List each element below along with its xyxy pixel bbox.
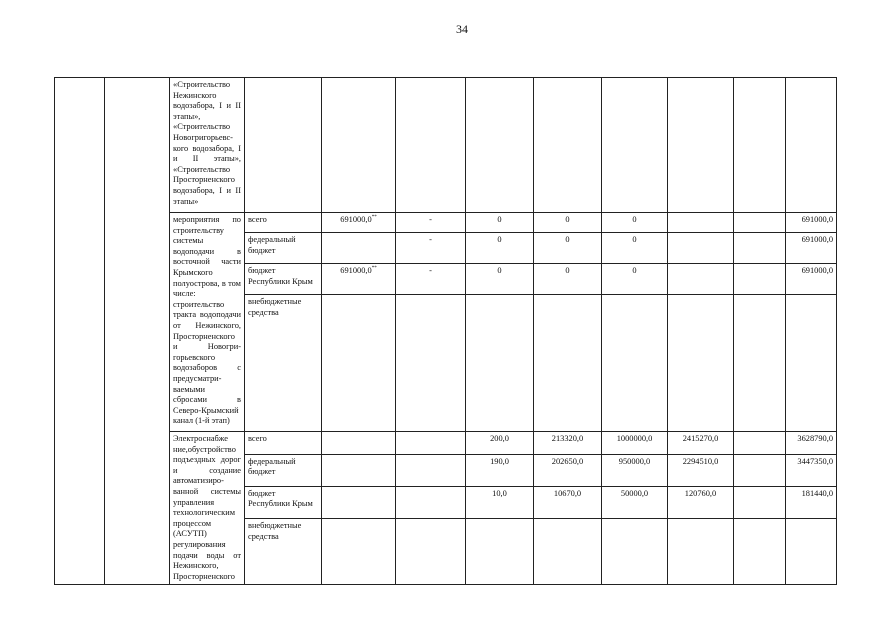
value-cell bbox=[322, 432, 396, 455]
value-cell: 2294510,0 bbox=[668, 454, 734, 486]
value-cell bbox=[734, 519, 786, 585]
value-cell: 10,0 bbox=[466, 486, 534, 518]
measure-description: Электроснабже ние,обустройство подъездных дорог и создание автоматизиро-ванной системы управления технологическим процессом (АСУТП) регулирования подачи воды от Нежинского, Просторненского bbox=[170, 432, 245, 585]
program-column-cell bbox=[105, 78, 170, 585]
total-cell: 3628790,0 bbox=[786, 432, 837, 455]
funding-category: внебюджетные средства bbox=[245, 295, 322, 432]
total-cell: 691000,0 bbox=[786, 264, 837, 295]
budget-table bbox=[54, 77, 837, 585]
value-cell: - bbox=[396, 233, 466, 264]
value-cell bbox=[396, 454, 466, 486]
value-cell bbox=[534, 295, 602, 432]
value-cell: 2415270,0 bbox=[668, 432, 734, 455]
funding-category: федеральный бюджет bbox=[245, 233, 322, 264]
value-cell bbox=[734, 454, 786, 486]
table-row bbox=[55, 432, 837, 455]
table-row bbox=[55, 78, 837, 213]
value-cell: 120760,0 bbox=[668, 486, 734, 518]
value-cell bbox=[534, 519, 602, 585]
value-cell bbox=[734, 486, 786, 518]
page-number: 34 bbox=[456, 22, 468, 36]
value-cell: - bbox=[396, 264, 466, 295]
value-cell: 0 bbox=[534, 213, 602, 233]
value-cell bbox=[396, 519, 466, 585]
value-cell bbox=[668, 233, 734, 264]
value-cell: 0 bbox=[466, 213, 534, 233]
value-cell: 0 bbox=[534, 233, 602, 264]
value-cell bbox=[396, 486, 466, 518]
funding-category: федеральный бюджет bbox=[245, 454, 322, 486]
value-cell bbox=[322, 486, 396, 518]
value-cell bbox=[734, 432, 786, 455]
value-cell bbox=[734, 213, 786, 233]
total-cell bbox=[786, 295, 837, 432]
value-cell: 50000,0 bbox=[602, 486, 668, 518]
funding-category: внебюджетные средства bbox=[245, 519, 322, 585]
total-cell bbox=[786, 519, 837, 585]
value-cell bbox=[466, 519, 534, 585]
funding-category: бюджет Республики Крым bbox=[245, 264, 322, 295]
measure-description: «Строительство Нежинского водозабора, I и II этапы», «Строительство Новогригорьевс-кого водозабора, I и II этапы», «Строительство Просторненского водозабора, I и II этапы» bbox=[170, 78, 245, 213]
measure-description: мероприятия по строительству системы водоподачи в восточной части Крымского полуострова, в том числе: строительство тракта водоподачи от Нежинского, Просторненского и Новогри-горьевского водозаборов с предусматри-ваемыми сбросами в Северо-Крымский канал (1-й этап) bbox=[170, 213, 245, 432]
value-cell: 950000,0 bbox=[602, 454, 668, 486]
value-cell: 0 bbox=[602, 213, 668, 233]
value-cell bbox=[734, 233, 786, 264]
value-cell: 0 bbox=[534, 264, 602, 295]
value-cell: 190,0 bbox=[466, 454, 534, 486]
value-cell bbox=[322, 454, 396, 486]
value-cell: - bbox=[396, 213, 466, 233]
value-cell bbox=[734, 264, 786, 295]
value-cell: 10670,0 bbox=[534, 486, 602, 518]
value-cell bbox=[322, 295, 396, 432]
value-cell: 213320,0 bbox=[534, 432, 602, 455]
funding-category: бюджет Республики Крым bbox=[245, 486, 322, 518]
funding-category: всего bbox=[245, 213, 322, 233]
value-cell: 691000,0** bbox=[322, 213, 396, 233]
value-cell: 1000000,0 bbox=[602, 432, 668, 455]
value-cell bbox=[668, 519, 734, 585]
total-cell: 691000,0 bbox=[786, 213, 837, 233]
value-cell bbox=[396, 295, 466, 432]
value-cell bbox=[396, 432, 466, 455]
value-cell bbox=[322, 519, 396, 585]
funding-category: всего bbox=[245, 432, 322, 455]
value-cell bbox=[466, 295, 534, 432]
value-cell bbox=[668, 295, 734, 432]
number-column-cell bbox=[55, 78, 105, 585]
value-cell: 202650,0 bbox=[534, 454, 602, 486]
value-cell: 0 bbox=[466, 264, 534, 295]
value-cell bbox=[668, 264, 734, 295]
total-cell: 181440,0 bbox=[786, 486, 837, 518]
total-cell: 3447350,0 bbox=[786, 454, 837, 486]
value-cell: 0 bbox=[466, 233, 534, 264]
value-cell bbox=[322, 233, 396, 264]
value-cell: 691000,0** bbox=[322, 264, 396, 295]
value-cell bbox=[734, 295, 786, 432]
value-cell bbox=[602, 519, 668, 585]
value-cell bbox=[668, 213, 734, 233]
value-cell: 0 bbox=[602, 233, 668, 264]
table-row bbox=[55, 213, 837, 233]
value-cell: 200,0 bbox=[466, 432, 534, 455]
value-cell bbox=[602, 295, 668, 432]
value-cell: 0 bbox=[602, 264, 668, 295]
total-cell: 691000,0 bbox=[786, 233, 837, 264]
